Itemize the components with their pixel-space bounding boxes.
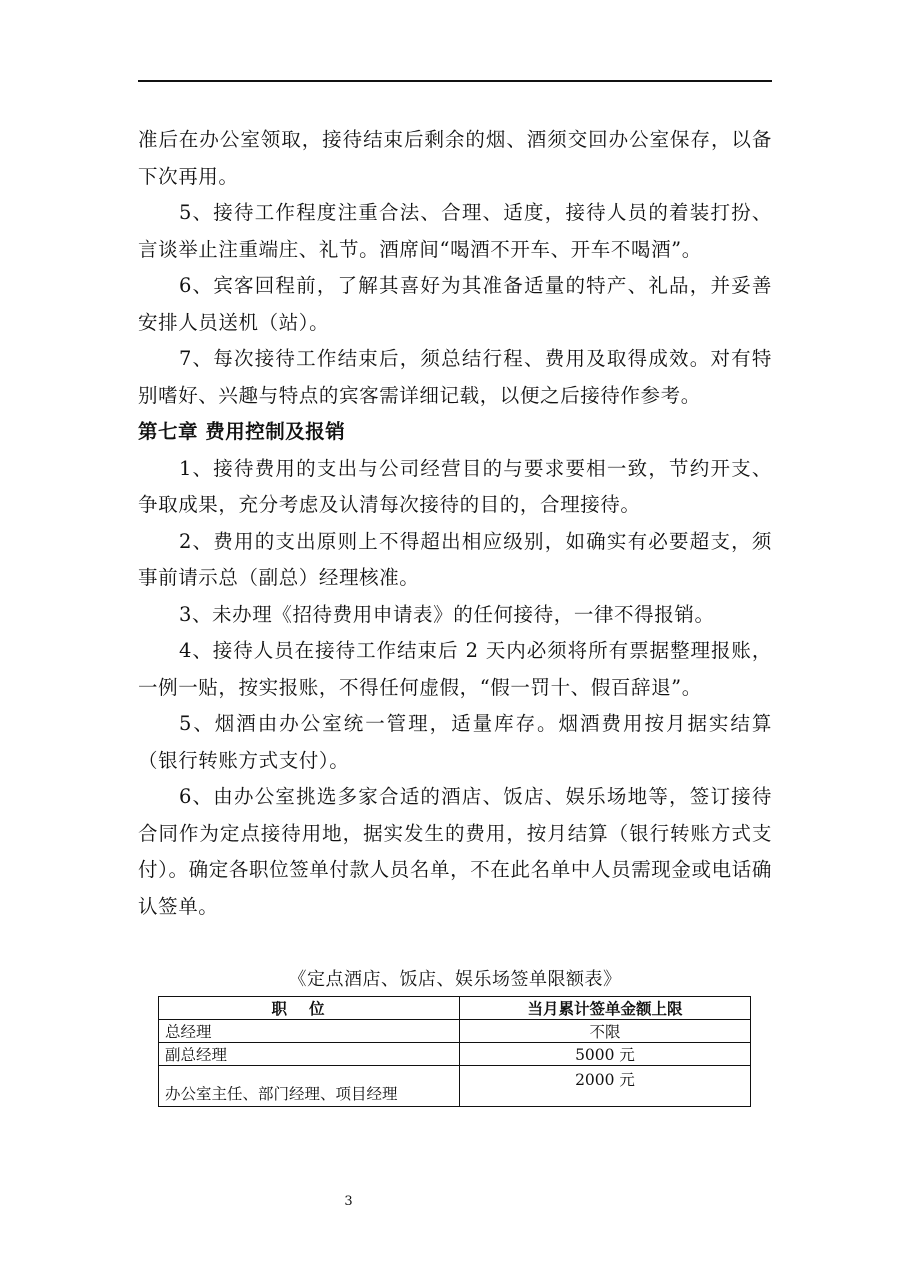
- paragraph: 7、每次接待工作结束后，须总结行程、费用及取得成效。对有特别嗜好、兴趣与特点的宾客需详细记载，以便之后接待作参考。: [138, 347, 772, 407]
- chapter-heading: 第七章 费用控制及报销: [138, 420, 346, 443]
- position-cell: 副总经理: [159, 1043, 460, 1066]
- table-row: [159, 1043, 751, 1066]
- paragraph: 4、接待人员在接待工作结束后 2 天内必须将所有票据整理报账，一例一贴，按实报账，不得任何虚假，“假一罚十、假百辞退”。: [138, 639, 772, 699]
- signing-limit-table: [158, 996, 751, 1107]
- limit-cell: 不限: [460, 1020, 751, 1043]
- limit-cell: 5000 元: [460, 1043, 751, 1066]
- page-number: 3: [344, 1194, 353, 1209]
- column-header-position: 职位: [159, 997, 460, 1020]
- header-rule: [138, 80, 772, 82]
- table-row: [159, 1066, 751, 1107]
- paragraph: 5、烟酒由办公室统一管理，适量库存。烟酒费用按月据实结算（银行转账方式支付）。: [138, 712, 772, 772]
- position-cell: 总经理: [159, 1020, 460, 1043]
- limit-cell: 2000 元: [460, 1066, 751, 1107]
- paragraph: 6、宾客回程前，了解其喜好为其准备适量的特产、礼品，并妥善安排人员送机（站）。: [138, 274, 772, 334]
- document-body: [138, 122, 772, 925]
- paragraph: 2、费用的支出原则上不得超出相应级别，如确实有必要超支，须事前请示总（副总）经理核准。: [138, 529, 772, 589]
- table-caption: 《定点酒店、饭店、娱乐场签单限额表》: [288, 969, 622, 990]
- table-row: [159, 1020, 751, 1043]
- table-header-row: [159, 997, 751, 1020]
- position-cell: 办公室主任、部门经理、项目经理: [159, 1066, 460, 1107]
- paragraph: 3、未办理《招待费用申请表》的任何接待，一律不得报销。: [178, 602, 715, 626]
- paragraph: 1、接待费用的支出与公司经营目的与要求要相一致，节约开支、争取成果，充分考虑及认清每次接待的目的，合理接待。: [138, 456, 772, 516]
- paragraph: 5、接待工作程度注重合法、合理、适度，接待人员的着装打扮、言谈举止注重端庄、礼节。酒席间“喝酒不开车、开车不喝酒”。: [138, 201, 772, 261]
- paragraph: 准后在办公室领取，接待结束后剩余的烟、酒须交回办公室保存，以备下次再用。: [138, 128, 772, 188]
- paragraph: 6、由办公室挑选多家合适的酒店、饭店、娱乐场地等，签订接待合同作为定点接待用地，据实发生的费用，按月结算（银行转账方式支付）。确定各职位签单付款人员名单，不在此名单中人员需现金或电话确认签单。: [138, 785, 772, 918]
- column-header-limit: 当月累计签单金额上限: [460, 997, 751, 1020]
